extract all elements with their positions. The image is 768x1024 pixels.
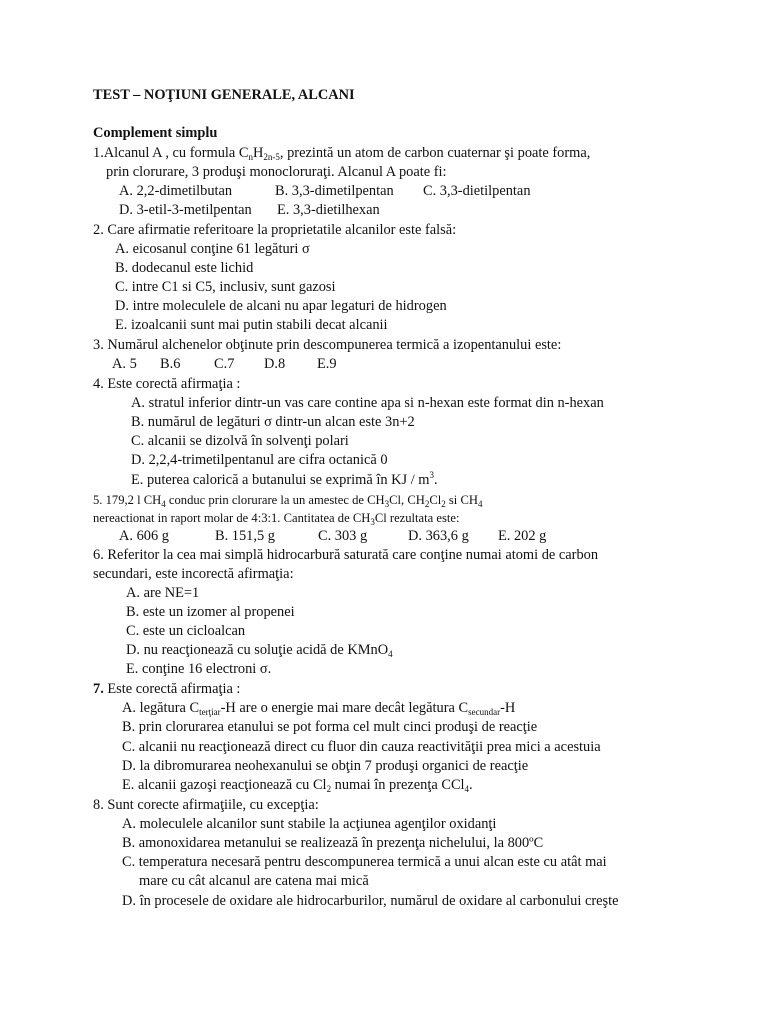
- q6-option-e: E. conţine 16 electroni σ.: [126, 661, 272, 677]
- q5-text-e: si CH: [445, 493, 478, 507]
- q1-option-b: B. 3,3-dimetilpentan: [275, 183, 394, 199]
- q7-e-sub2: 4: [464, 784, 470, 794]
- q8-option-c-line2: mare cu cât alcanul are catena mai mică: [139, 873, 369, 889]
- q5-option-a: A. 606 g: [119, 528, 169, 544]
- q8-option-d: D. în procesele de oxidare ale hidrocarburilor, numărul de oxidare al carbonului creşte: [122, 893, 619, 909]
- q1-stem-line1: [93, 144, 590, 162]
- q5-text-c: Cl, CH: [389, 493, 425, 507]
- q6-option-d-sub: 4: [388, 649, 393, 659]
- q6-option-a: A. are NE=1: [126, 585, 200, 601]
- q5-sub-e: 4: [477, 499, 483, 509]
- q5-option-b: B. 151,5 g: [215, 528, 275, 544]
- q7-option-a: [122, 699, 515, 717]
- q3-option-d: D.8: [264, 356, 286, 372]
- q7-a-text2: -H are o energie mai mare decât legătura C: [220, 700, 469, 716]
- q4-option-e-text: E. puterea calorică a butanului se exprimă în KJ / m: [131, 472, 430, 488]
- q5-sub-d: 2: [441, 499, 446, 509]
- q7-stem: [93, 680, 240, 698]
- q5-option-c: C. 303 g: [318, 528, 368, 544]
- q5-line2-sub: 3: [370, 517, 375, 527]
- section-heading: Complement simplu: [93, 125, 218, 141]
- q3-option-c: C.7: [214, 356, 235, 372]
- q8-option-b: B. amonoxidarea metanului se realizează în prezenţa nichelului, la 800ºC: [122, 835, 544, 851]
- q1-option-d: D. 3-etil-3-metilpentan: [119, 202, 252, 218]
- q7-option-b: B. prin clorurarea etanului se pot forma cel mult cinci produşi de reacţie: [122, 719, 538, 735]
- q7-a-sub1: terţiar: [199, 707, 221, 717]
- q2-option-a: A. eicosanul conţine 61 legături σ: [115, 241, 310, 257]
- q5-sub-c: 2: [424, 499, 430, 509]
- q4-option-a: A. stratul inferior dintr-un vas care contine apa si n-hexan este format din n-hexan: [131, 395, 604, 411]
- q6-stem-line2: secundari, este incorectă afirmaţia:: [93, 566, 294, 582]
- q6-option-b: B. este un izomer al propenei: [126, 604, 295, 620]
- q5-option-e: E. 202 g: [498, 528, 547, 544]
- q7-stem-text: Este corectă afirmaţia :: [103, 681, 241, 697]
- q8-stem: 8. Sunt corecte afirmaţiile, cu excepţia:: [93, 797, 319, 813]
- q1-subscript-n: n: [248, 152, 253, 162]
- q7-e-text1: E. alcanii gazoşi reacţionează cu Cl: [122, 777, 327, 793]
- q1-option-e: E. 3,3-dietilhexan: [277, 202, 380, 218]
- q5-stem-line1: [93, 491, 482, 509]
- q5-text-a: 5. 179,2 l CH: [93, 493, 162, 507]
- q7-e-period: .: [469, 777, 473, 793]
- q7-option-c: C. alcanii nu reacţionează direct cu fluor din cauza reactivităţii prea mici a acestuia: [122, 739, 601, 755]
- q7-e-text2: numai în prezenţa CCl: [331, 777, 465, 793]
- q3-option-a: A. 5: [112, 356, 137, 372]
- q4-option-c: C. alcanii se dizolvă în solvenţi polari: [131, 433, 349, 449]
- q1-option-c: C. 3,3-dietilpentan: [423, 183, 531, 199]
- q1-text-end: , prezintă un atom de carbon cuaternar şi poate forma,: [279, 145, 591, 161]
- q4-superscript-3: 3: [429, 470, 435, 480]
- q5-stem-line2: [93, 509, 459, 527]
- q6-option-d: [126, 641, 393, 659]
- q3-option-b: B.6: [160, 356, 181, 372]
- q4-option-e-period: .: [434, 472, 438, 488]
- q2-option-e: E. izoalcanii sunt mai putin stabili decat alcanii: [115, 317, 388, 333]
- q8-option-a: A. moleculele alcanilor sunt stabile la acţiunea agenţilor oxidanţi: [122, 816, 497, 832]
- q7-a-text1: A. legătura C: [122, 700, 200, 716]
- q4-option-d: D. 2,2,4-trimetilpentanul are cifra octanică 0: [131, 452, 388, 468]
- q1-text: 1.Alcanul A , cu formula C: [93, 145, 249, 161]
- q6-stem-line1: 6. Referitor la cea mai simplă hidrocarbură saturată care conţine numai atomi de carbon: [93, 547, 599, 563]
- q5-sub-b: 3: [384, 499, 390, 509]
- q3-option-e: E.9: [317, 356, 337, 372]
- q5-line2-text: nereactionat in raport molar de 4:3:1. Cantitatea de CH: [93, 511, 371, 525]
- q7-number: 7.: [93, 681, 104, 697]
- q8-option-c-line1: C. temperatura necesară pentru descompunerea termică a unui alcan este cu atât mai: [122, 854, 607, 870]
- q5-line2-end: Cl rezultata este:: [374, 511, 460, 525]
- q1-text-h: H: [252, 145, 264, 161]
- q1-stem-line2: prin clorurare, 3 produşi monocloruraţi. Alcanul A poate fi:: [106, 164, 447, 180]
- q6-option-d-text: D. nu reacţionează cu soluţie acidă de KMnO: [126, 642, 389, 658]
- q5-option-d: D. 363,6 g: [408, 528, 469, 544]
- q5-sub-a: 4: [161, 499, 166, 509]
- q3-stem: 3. Numărul alchenelor obţinute prin descompunerea termică a izopentanului este:: [93, 337, 562, 353]
- q4-stem: 4. Este corectă afirmaţia :: [93, 376, 241, 392]
- q7-e-sub1: 2: [326, 784, 332, 794]
- q7-a-text3: -H: [500, 700, 516, 716]
- q4-option-b: B. numărul de legături σ dintr-un alcan este 3n+2: [131, 414, 415, 430]
- q1-subscript-2n5: 2n-5: [263, 152, 280, 162]
- q5-text-b: conduc prin clorurare la un amestec de CH: [165, 493, 385, 507]
- q7-a-sub2: secundar: [468, 707, 501, 717]
- q2-option-c: C. intre C1 si C5, inclusiv, sunt gazosi: [115, 279, 336, 295]
- page-title: TEST – NOŢIUNI GENERALE, ALCANI: [93, 87, 355, 103]
- q1-option-a: A. 2,2-dimetilbutan: [119, 183, 233, 199]
- q5-text-d: Cl: [429, 493, 442, 507]
- q4-option-e: [131, 471, 438, 489]
- q7-option-e: [122, 776, 473, 794]
- q6-option-c: C. este un cicloalcan: [126, 623, 246, 639]
- q2-option-d: D. intre moleculele de alcani nu apar legaturi de hidrogen: [115, 298, 447, 314]
- q2-option-b: B. dodecanul este lichid: [115, 260, 254, 276]
- q2-stem: 2. Care afirmatie referitoare la proprietatile alcanilor este falsă:: [93, 222, 457, 238]
- q7-option-d: D. la dibromurarea neohexanului se obţin 7 produşi organici de reacţie: [122, 758, 529, 774]
